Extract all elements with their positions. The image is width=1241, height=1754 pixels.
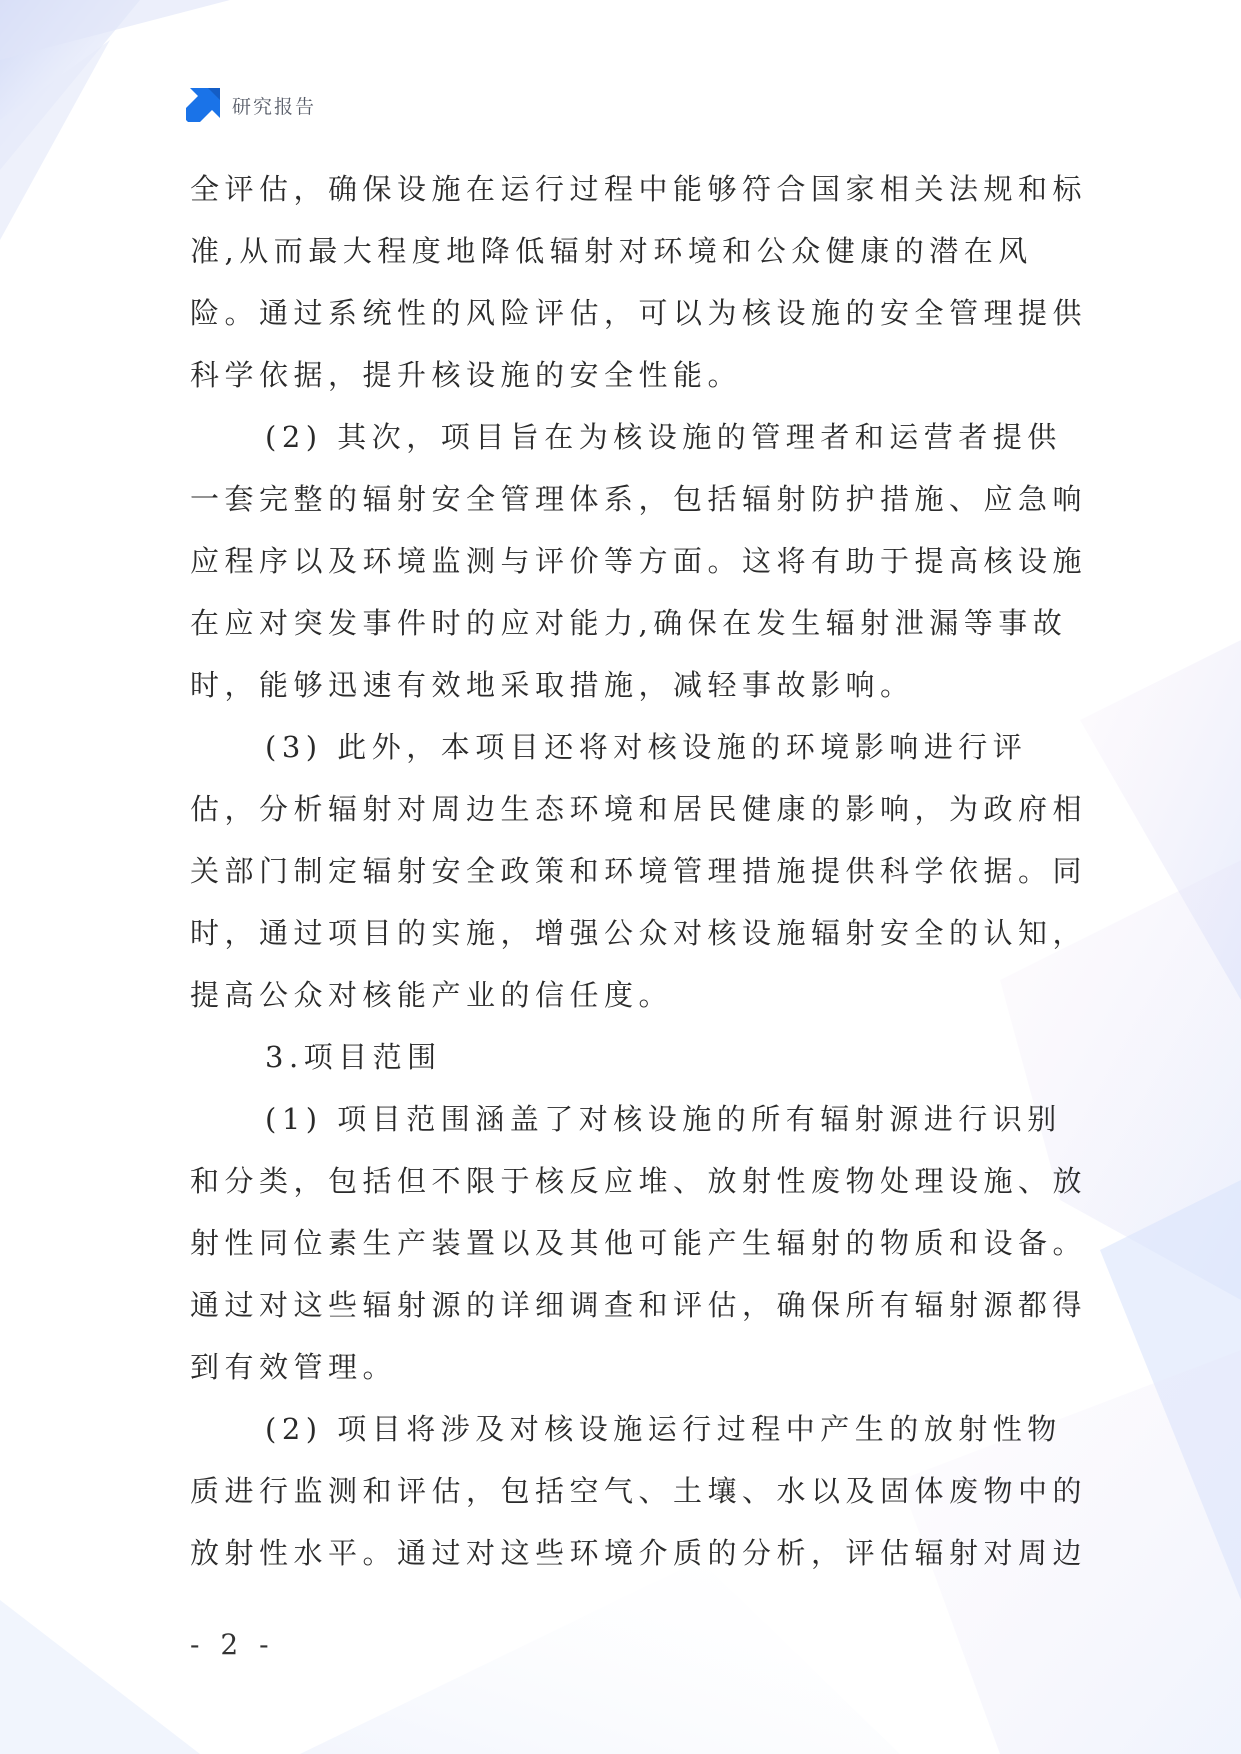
document-body xyxy=(190,158,1090,1584)
paragraph-item-2: (2) 其次，项目旨在为核设施的管理者和运营者提供一套完整的辐射安全管理体系，包括辐射防护措施、应急响应程序以及环境监测与评价等方面。这将有助于提高核设施在应对突发事件时的应对能力,确保在发生辐射泄漏等事故时，能够迅速有效地采取措施，减轻事故影响。 xyxy=(190,420,1088,702)
paragraph-scope-1: (1) 项目范围涵盖了对核设施的所有辐射源进行识别和分类，包括但不限于核反应堆、放射性废物处理设施、放射性同位素生产装置以及其他可能产生辐射的物质和设备。通过对这些辐射源的详细调查和评估，确保所有辐射源都得到有效管理。 xyxy=(190,1102,1088,1384)
paragraph-scope-2: (2) 项目将涉及对核设施运行过程中产生的放射性物质进行监测和评估，包括空气、土壤、水以及固体废物中的放射性水平。通过对这些环境介质的分析，评估辐射对周边 xyxy=(190,1412,1088,1570)
page-number: - 2 - xyxy=(190,1628,275,1661)
section-heading-project-scope: 3.项目范围 xyxy=(265,1040,442,1074)
paragraph-item-3: (3) 此外，本项目还将对核设施的环境影响进行评估，分析辐射对周边生态环境和居民健康的影响，为政府相关部门制定辐射安全政策和环境管理措施提供科学依据。同时，通过项目的实施，增强公众对核设施辐射安全的认知，提高公众对核能产业的信任度。 xyxy=(190,730,1088,1012)
report-title: 研究报告 xyxy=(232,95,317,118)
report-header xyxy=(186,88,316,122)
paragraph-continuation: 全评估，确保设施在运行过程中能够符合国家相关法规和标准,从而最大程度地降低辐射对环境和公众健康的潜在风险。通过系统性的风险评估，可以为核设施的安全管理提供科学依据，提升核设施的安全性能。 xyxy=(190,172,1088,392)
arrow-up-right-icon xyxy=(186,88,220,122)
